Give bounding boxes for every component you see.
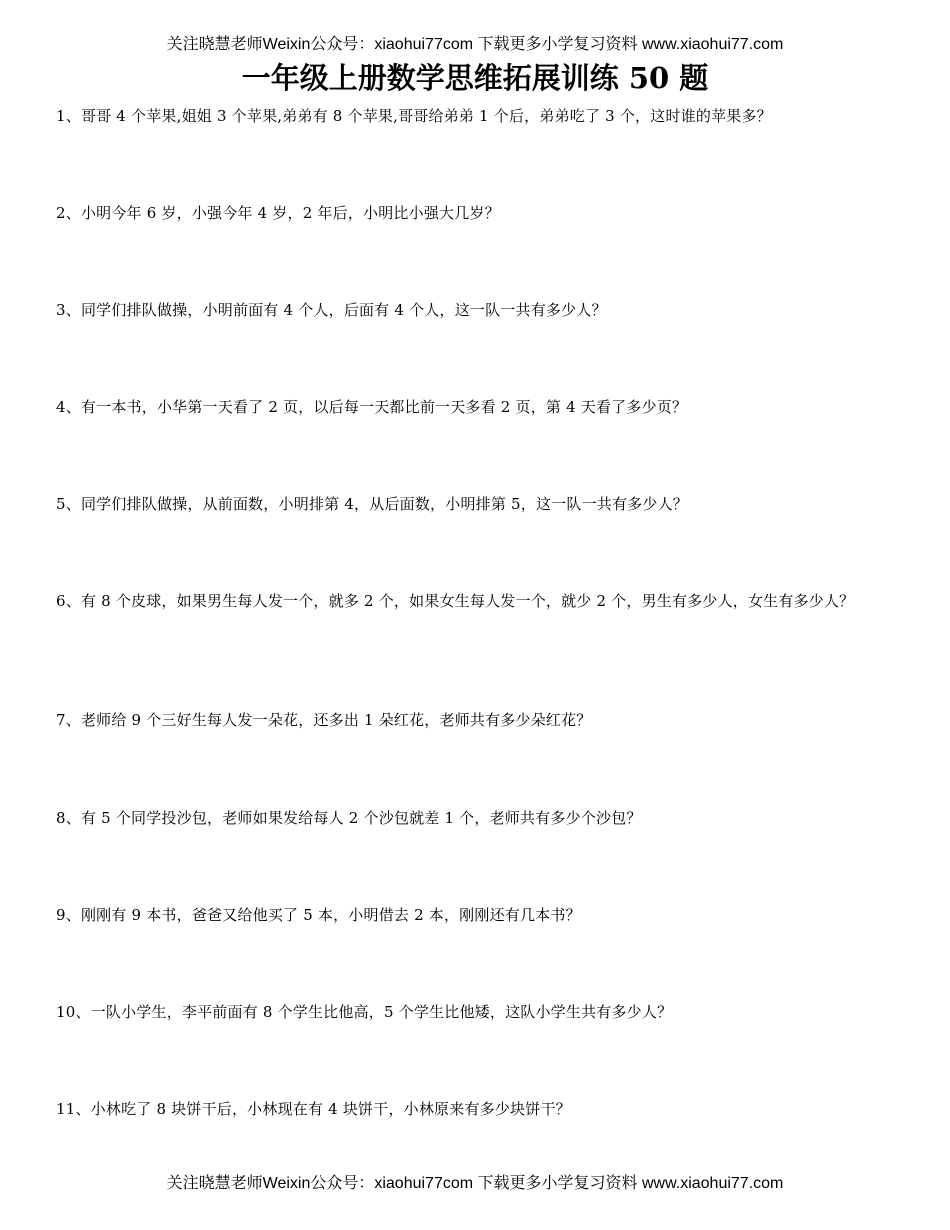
question-9: 9、刚刚有 9 本书，爸爸又给他买了 5 本，小明借去 2 本，刚刚还有几本书？ [56, 906, 581, 924]
question-2: 2、小明今年 6 岁，小强今年 4 岁，2 年后，小明比小强大几岁？ [56, 204, 500, 222]
question-1: 1、哥哥 4 个苹果,姐姐 3 个苹果,弟弟有 8 个苹果,哥哥给弟弟 1 个后，弟弟吃了 3 个，这时谁的苹果多？ [56, 107, 772, 125]
question-5: 5、同学们排队做操，从前面数，小明排第 4，从后面数，小明排第 5，这一队一共有多少人？ [56, 495, 688, 513]
page-title: 一年级上册数学思维拓展训练 50 题 [241, 61, 709, 95]
question-8: 8、有 5 个同学投沙包，老师如果发给每人 2 个沙包就差 1 个，老师共有多少个沙包？ [56, 809, 642, 827]
question-6: 6、有 8 个皮球，如果男生每人发一个，就多 2 个，如果女生每人发一个，就少 2 个，男生有多少人，女生有多少人？ [56, 592, 855, 610]
question-10: 10、一队小学生，李平前面有 8 个学生比他高，5 个学生比他矮，这队小学生共有多少人？ [56, 1003, 673, 1021]
question-3: 3、同学们排队做操，小明前面有 4 个人，后面有 4 个人，这一队一共有多少人？ [56, 301, 607, 319]
header-promo-text: 关注晓慧老师Weixin公众号：xiaohui77com 下载更多小学复习资料 www.xiaohui77.com [166, 36, 784, 53]
footer-promo-text: 关注晓慧老师Weixin公众号：xiaohui77com 下载更多小学复习资料 www.xiaohui77.com [166, 1175, 784, 1192]
question-7: 7、老师给 9 个三好生每人发一朵花，还多出 1 朵红花，老师共有多少朵红花？ [56, 711, 592, 729]
question-4: 4、有一本书，小华第一天看了 2 页，以后每一天都比前一天多看 2 页，第 4 天看了多少页？ [56, 398, 688, 416]
question-11: 11、小林吃了 8 块饼干后，小林现在有 4 块饼干，小林原来有多少块饼干？ [56, 1100, 571, 1118]
